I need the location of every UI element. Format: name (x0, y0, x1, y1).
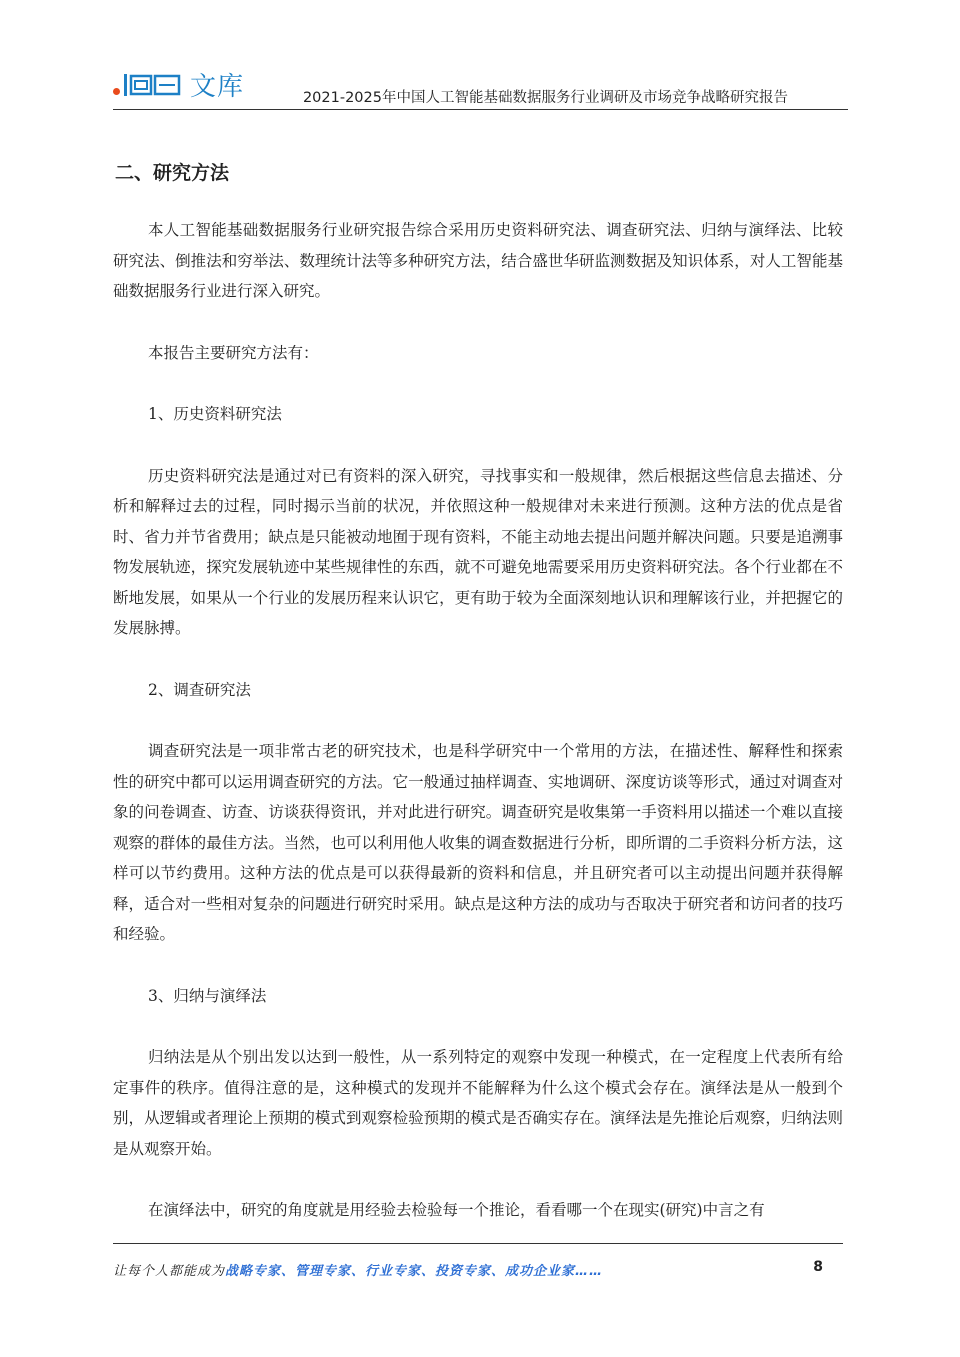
subheading-historical: 1、历史资料研究法 (148, 405, 282, 423)
subheading-induction: 3、归纳与演绎法 (148, 986, 267, 1005)
paragraph-survey: 调查研究法是一项非常古老的研究技术，也是科学研究中一个常用的方法，在描述性、解释性和探索性的研究中都可以运用调查研究的方法。它一般通过抽样调查、实地调研、深度访谈等形式，通过对调查对象的问卷调查、访查、访谈获得资讯，并对此进行研究。调查研究是收集第一手资料用以描述一个难以直接观察的群体的最佳方法。当然，也可以利用他人收集的调查数据进行分析，即所谓的二手资料分析方法，这样可以节约费用。这种方法的优点是可以获得最新的资料和信息，并且研究者可以主动提出问题并获得解释，适合对一些相对复杂的问题进行研究时采用。缺点是这种方法的成功与否取决于研究者和访问者的技巧和经验。 (113, 742, 843, 943)
paragraph-deduction: 在演绎法中，研究的角度就是用经验去检验每一个推论，看看哪一个在现实(研究)中言之有 (148, 1201, 765, 1219)
document-title: 2021-2025年中国人工智能基础数据服务行业调研及市场竞争战略研究报告 (302, 90, 788, 106)
logo-dot (113, 88, 120, 95)
section-heading: 二、研究方法 (115, 162, 230, 184)
paragraph-induction: 归纳法是从个别出发以达到一般性，从一系列特定的观察中发现一种模式，在一定程度上代表所有给定事件的秩序。值得注意的是，这种模式的发现并不能解释为什么这个模式会存在。演绎法是从一般到个别，从逻辑或者理论上预期的模式到观察检验预期的模式是否确实存在。演绎法是先推论后观察，归纳法则是从观察开始。 (113, 1048, 843, 1158)
logo-text: 文库 (190, 72, 245, 102)
page-content (113, 158, 843, 1257)
logo (113, 66, 244, 103)
page-number: 8 (813, 1259, 823, 1275)
subheading-survey: 2、调查研究法 (148, 680, 251, 699)
logo-mark-icon (123, 72, 185, 98)
footer-slogan-prefix: 让每个人都能成为 (113, 1264, 226, 1279)
paragraph-intro: 本人工智能基础数据服务行业研究报告综合采用历史资料研究法、调查研究法、归纳与演绎法、比较研究法、倒推法和穷举法、数理统计法等多种研究方法，结合盛世华研监测数据及知识体系，对人工智能基础数据服务行业进行深入研究。 (113, 221, 843, 300)
page-header (113, 62, 848, 110)
footer-divider (113, 1243, 843, 1244)
header-divider (113, 109, 848, 110)
footer-slogan-highlight: 战略专家、管理专家、行业专家、投资专家、成功企业家…… (225, 1264, 604, 1279)
footer-slogan (113, 1260, 603, 1279)
paragraph-historical: 历史资料研究法是通过对已有资料的深入研究，寻找事实和一般规律，然后根据这些信息去描述、分析和解释过去的过程，同时揭示当前的状况，并依照这种一般规律对未来进行预测。这种方法的优点是省时、省力并节省费用；缺点是只能被动地囿于现有资料，不能主动地去提出问题并解决问题。只要是追溯事物发展轨迹，探究发展轨迹中某些规律性的东西，就不可避免地需要采用历史资料研究法。各个行业都在不断地发展，如果从一个行业的发展历程来认识它，更有助于较为全面深刻地认识和理解该行业，并把握它的发展脉搏。 (113, 466, 843, 637)
paragraph-methods-lead: 本报告主要研究方法有： (148, 343, 319, 362)
